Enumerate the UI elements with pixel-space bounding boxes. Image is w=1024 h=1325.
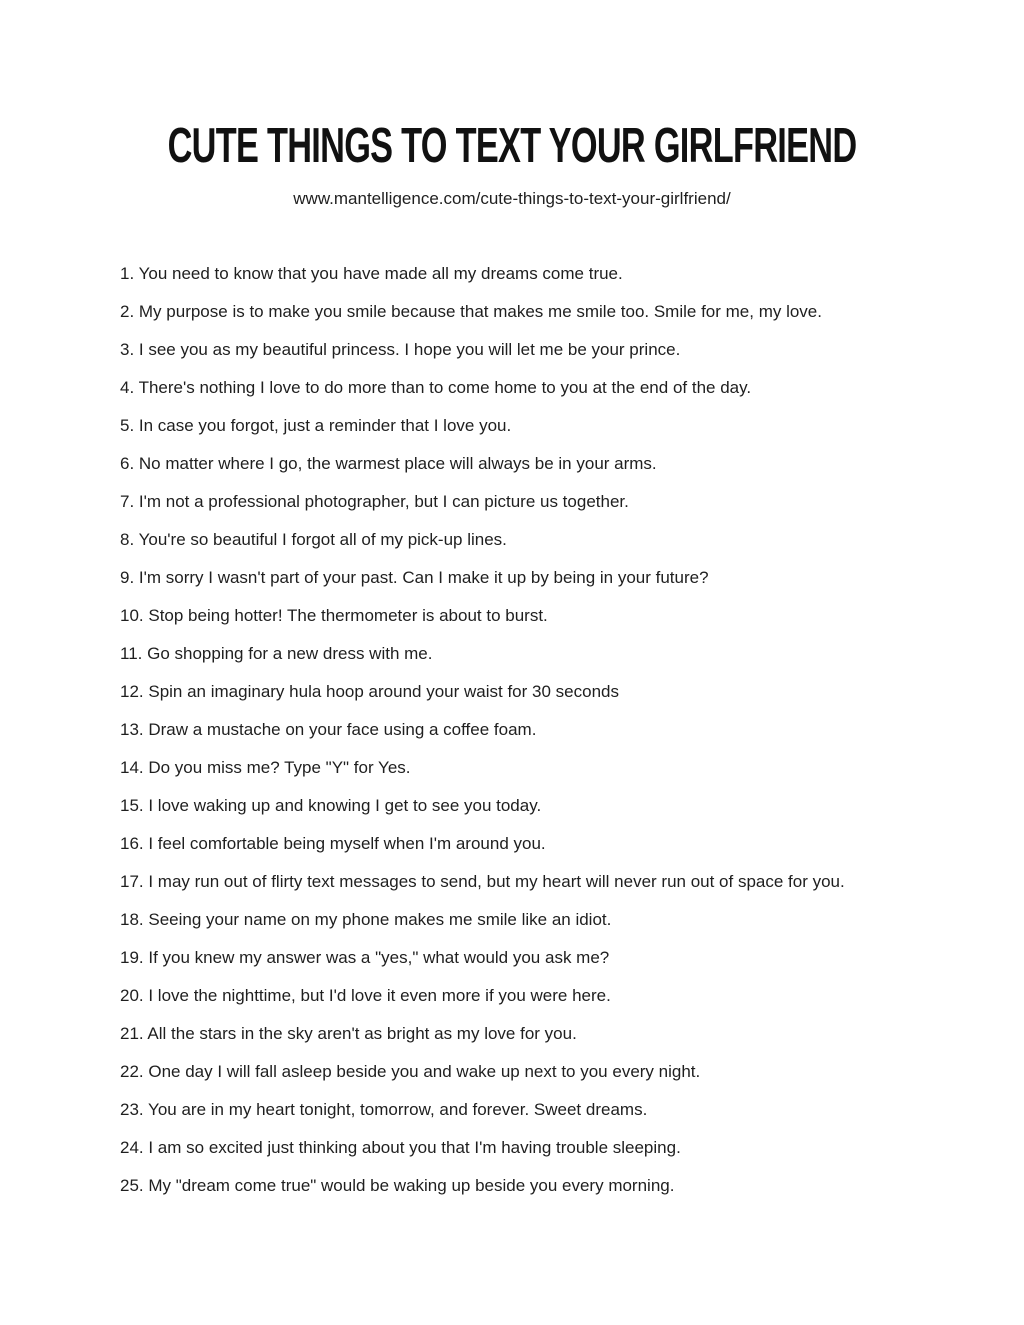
list-item: 20. I love the nighttime, but I'd love it even more if you were here. [120,986,611,1005]
list-item: 23. You are in my heart tonight, tomorrow, and forever. Sweet dreams. [120,1100,648,1119]
list-item: 4. There's nothing I love to do more than to come home to you at the end of the day. [120,378,752,397]
list-item: 18. Seeing your name on my phone makes me smile like an idiot. [120,910,612,929]
document-header [0,0,1024,209]
list-item: 1. You need to know that you have made all my dreams come true. [120,264,623,283]
list-item: 25. My "dream come true" would be waking up beside you every morning. [120,1176,675,1195]
list-item: 21. All the stars in the sky aren't as bright as my love for you. [120,1024,577,1043]
list-item: 17. I may run out of flirty text messages to send, but my heart will never run out of space for you. [120,872,845,891]
list-item: 12. Spin an imaginary hula hoop around your waist for 30 seconds [120,682,619,701]
list-item: 24. I am so excited just thinking about you that I'm having trouble sleeping. [120,1138,681,1157]
list-item: 10. Stop being hotter! The thermometer is about to burst. [120,606,548,625]
list-item: 15. I love waking up and knowing I get to see you today. [120,796,542,815]
quote-list [0,265,1024,1194]
source-url: www.mantelligence.com/cute-things-to-text-your-girlfriend/ [293,189,731,208]
list-item: 16. I feel comfortable being myself when I'm around you. [120,834,546,853]
list-item: 22. One day I will fall asleep beside you and wake up next to you every night. [120,1062,701,1081]
list-item: 2. My purpose is to make you smile because that makes me smile too. Smile for me, my love. [120,302,822,321]
list-item: 13. Draw a mustache on your face using a coffee foam. [120,720,537,739]
list-item: 7. I'm not a professional photographer, but I can picture us together. [120,492,629,511]
list-item: 8. You're so beautiful I forgot all of my pick-up lines. [120,530,507,549]
list-item: 3. I see you as my beautiful princess. I hope you will let me be your prince. [120,340,681,359]
list-item: 19. If you knew my answer was a "yes," what would you ask me? [120,948,610,967]
list-item: 11. Go shopping for a new dress with me. [120,644,433,663]
list-item: 6. No matter where I go, the warmest place will always be in your arms. [120,454,657,473]
list-item: 5. In case you forgot, just a reminder that I love you. [120,416,512,435]
list-item: 9. I'm sorry I wasn't part of your past. Can I make it up by being in your future? [120,568,709,587]
page-title: CUTE THINGS TO TEXT YOUR GIRLFRIEND [167,119,857,173]
list-item: 14. Do you miss me? Type "Y" for Yes. [120,758,411,777]
